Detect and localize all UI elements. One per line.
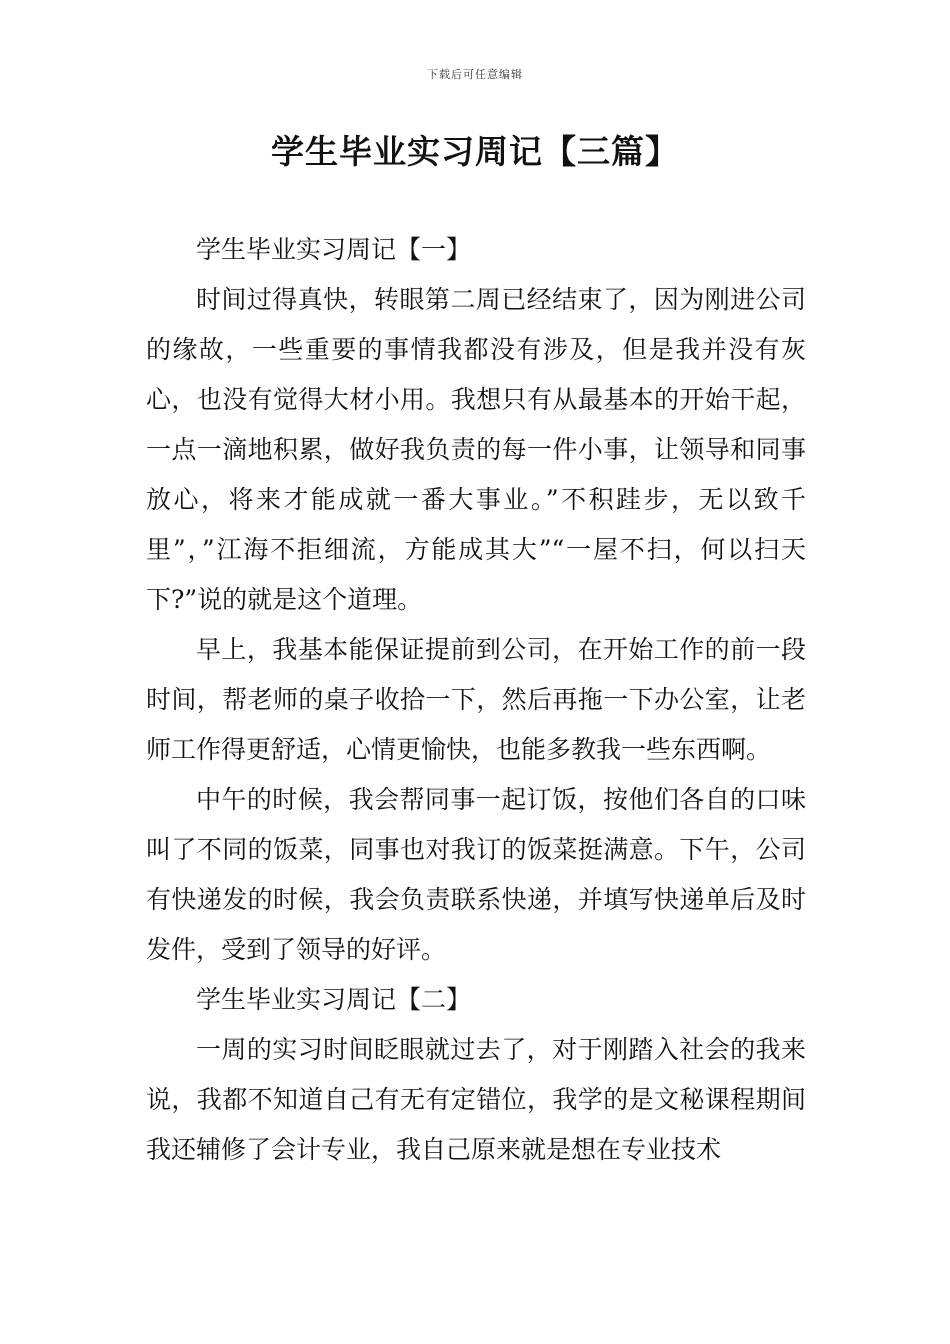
paragraph: 中午的时候，我会帮同事一起订饭，按他们各自的口味叫了不同的饭菜，同事也对我订的饭菜挺满意。下午，公司有快递发的时候，我会负责联系快递，并填写快递单后及时发件，受到了领导的好评。 — [146, 785, 806, 964]
document-body — [146, 225, 806, 1175]
section-heading: 学生毕业实习周记【二】 — [196, 985, 472, 1014]
paragraph: 早上，我基本能保证提前到公司，在开始工作的前一段时间，帮老师的桌子收拾一下，然后再拖一下办公室，让老师工作得更舒适，心情更愉快，也能多教我一些东西啊。 — [146, 635, 806, 764]
section-heading: 学生毕业实习周记【一】 — [196, 235, 472, 264]
paragraph: 时间过得真快，转眼第二周已经结束了，因为刚进公司的缘故，一些重要的事情我都没有涉及，但是我并没有灰心，也没有觉得大材小用。我想只有从最基本的开始干起，一点一滴地积累，做好我负责的每一件小事，让领导和同事放心，将来才能成就一番大事业。”不积跬步，无以致千里”，”江海不拒细流，方能成其大”“一屋不扫，何以扫天下?”说的就是这个道理。 — [146, 285, 806, 614]
header-note: 下载后可任意编辑 — [427, 68, 523, 81]
document-title: 学生毕业实习周记【三篇】 — [271, 132, 679, 171]
paragraph: 一周的实习时间眨眼就过去了，对于刚踏入社会的我来说，我都不知道自己有无有定错位，我学的是文秘课程期间我还辅修了会计专业，我自己原来就是想在专业技术 — [146, 1035, 806, 1164]
